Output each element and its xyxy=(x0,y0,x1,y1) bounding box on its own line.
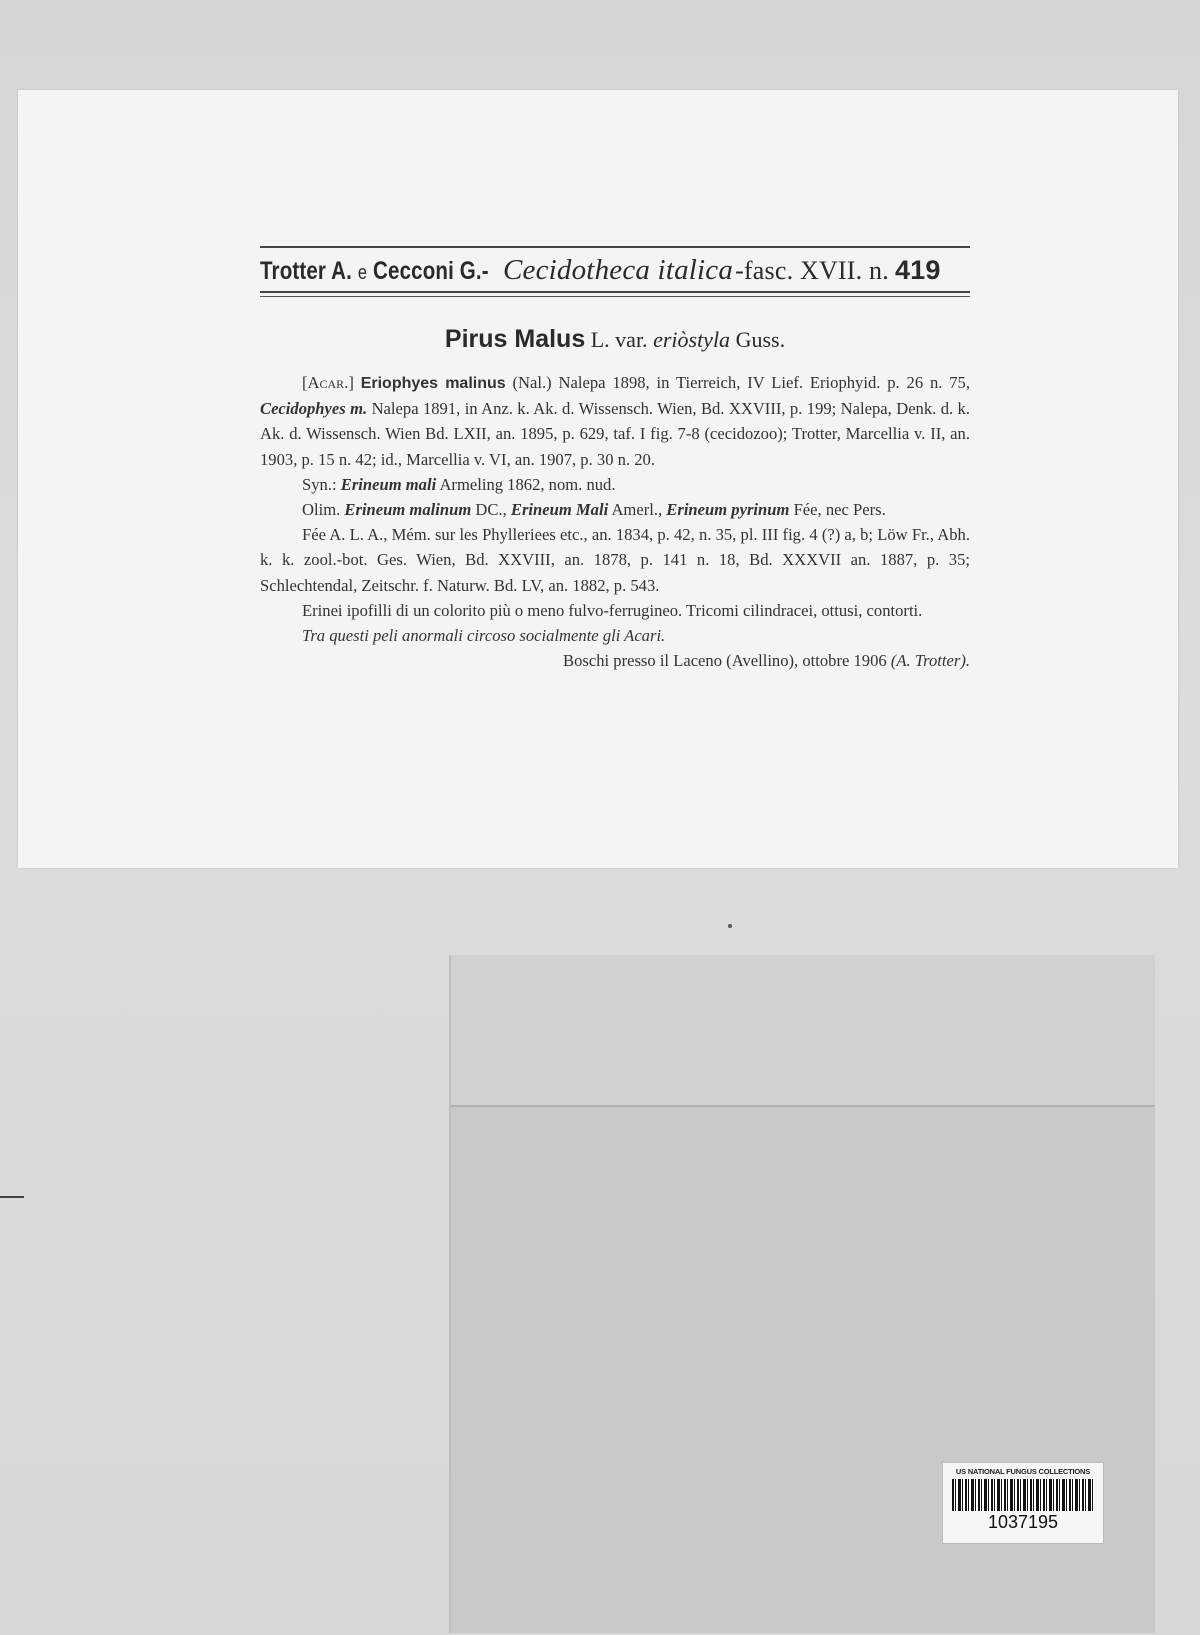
paper-speck xyxy=(728,924,732,928)
host-plant-title xyxy=(260,325,970,354)
host-authority: L. var. xyxy=(590,327,648,352)
description-paragraph: Erinei ipofilli di un colorito più o meno fulvo-ferrugineo. Tricomi cilindracei, ottusi, contorti. xyxy=(302,600,923,620)
gall-species: Eriophyes malinus xyxy=(360,375,506,392)
author-2: Cecconi G.- xyxy=(373,257,489,285)
header-bottom-rule xyxy=(260,291,970,293)
author-conjunction: e xyxy=(357,262,368,284)
author-1: Trotter A. xyxy=(260,257,353,285)
olim-text-1: DC., xyxy=(475,500,507,520)
packet-flap[interactable] xyxy=(451,955,1155,1107)
specimen-label xyxy=(18,90,1178,868)
olim-paragraph xyxy=(260,497,970,522)
barcode-institution: US NATIONAL FUNGUS COLLECTIONS xyxy=(955,1467,1091,1476)
collector: (A. Trotter). xyxy=(890,651,970,671)
citation-text-b: Nalepa 1891, in Anz. k. Ak. d. Wissensch. Wien, Bd. XXVIII, p. 199; Nalepa, Denk. d. k. Ak. d. Wissensch. Wien Bd. LXII, an. 1895, p. 629, taf. I fig. 7-8 (cecidozoo); Trotter, Marcellia v. II, an. 1903, p. 15 n. 42; id., Marcellia v. VI, an. 1907, p. 30 n. 20. xyxy=(260,399,970,469)
specimen-number: 419 xyxy=(894,255,941,285)
olim-label: Olim. xyxy=(302,500,341,520)
fascicle: -fasc. XVII. n. xyxy=(735,256,889,285)
exsiccata-header xyxy=(260,248,970,291)
syn-text: Armeling 1862, nom. nud. xyxy=(439,474,616,494)
series-title: Cecidotheca italica xyxy=(502,254,734,286)
olim-name-3: Erineum pyrinum xyxy=(666,500,790,520)
acar-tag: [Acar.] xyxy=(302,373,354,392)
citation-text-a: (Nal.) Nalepa 1898, in Tierreich, IV Lief. Eriophyid. p. 26 n. 75, xyxy=(512,373,970,392)
olim-text-3: Fée, nec Pers. xyxy=(793,500,886,520)
citation-paragraph xyxy=(260,370,970,472)
syn-label: Syn.: xyxy=(302,474,337,494)
header-bottom-rule-thin xyxy=(260,296,970,297)
locality-paragraph xyxy=(260,648,970,673)
host-variety-author: Guss. xyxy=(735,327,786,352)
header-authors xyxy=(260,257,489,286)
note-paragraph: Tra questi peli anormali circoso socialmente gli Acari. xyxy=(302,626,666,646)
label-content xyxy=(260,246,970,673)
olim-name-2: Erineum Mali xyxy=(510,500,609,520)
label-body xyxy=(260,370,970,673)
barcode-label xyxy=(942,1462,1104,1544)
syn-name: Erineum mali xyxy=(340,474,437,494)
locality-text: Boschi presso il Laceno (Avellino), ottobre 1906 xyxy=(563,651,887,671)
cecidophyes-name: Cecidophyes m. xyxy=(260,399,368,419)
barcode-number: 1037195 xyxy=(987,1512,1059,1532)
host-genus: Pirus Malus xyxy=(444,325,586,353)
references-paragraph: Fée A. L. A., Mém. sur les Phylleriees etc., an. 1834, p. 42, n. 35, pl. III fig. 4 (?) a, b; Löw Fr., Abh. k. k. zool.-bot. Ges. Wien, Bd. XXVIII, an. 1878, p. 141 n. 18, Bd. XXXVII an. 1887, p. 35; Schlechtendal, Zeitschr. f. Naturw. Bd. LV, an. 1882, p. 543. xyxy=(260,525,970,595)
edge-mark xyxy=(0,1196,24,1198)
host-variety: eriòstyla xyxy=(653,327,731,352)
synonym-paragraph xyxy=(260,472,970,497)
olim-text-2: Amerl., xyxy=(611,500,663,520)
barcode-bars xyxy=(952,1479,1094,1511)
olim-name-1: Erineum malinum xyxy=(344,500,472,520)
